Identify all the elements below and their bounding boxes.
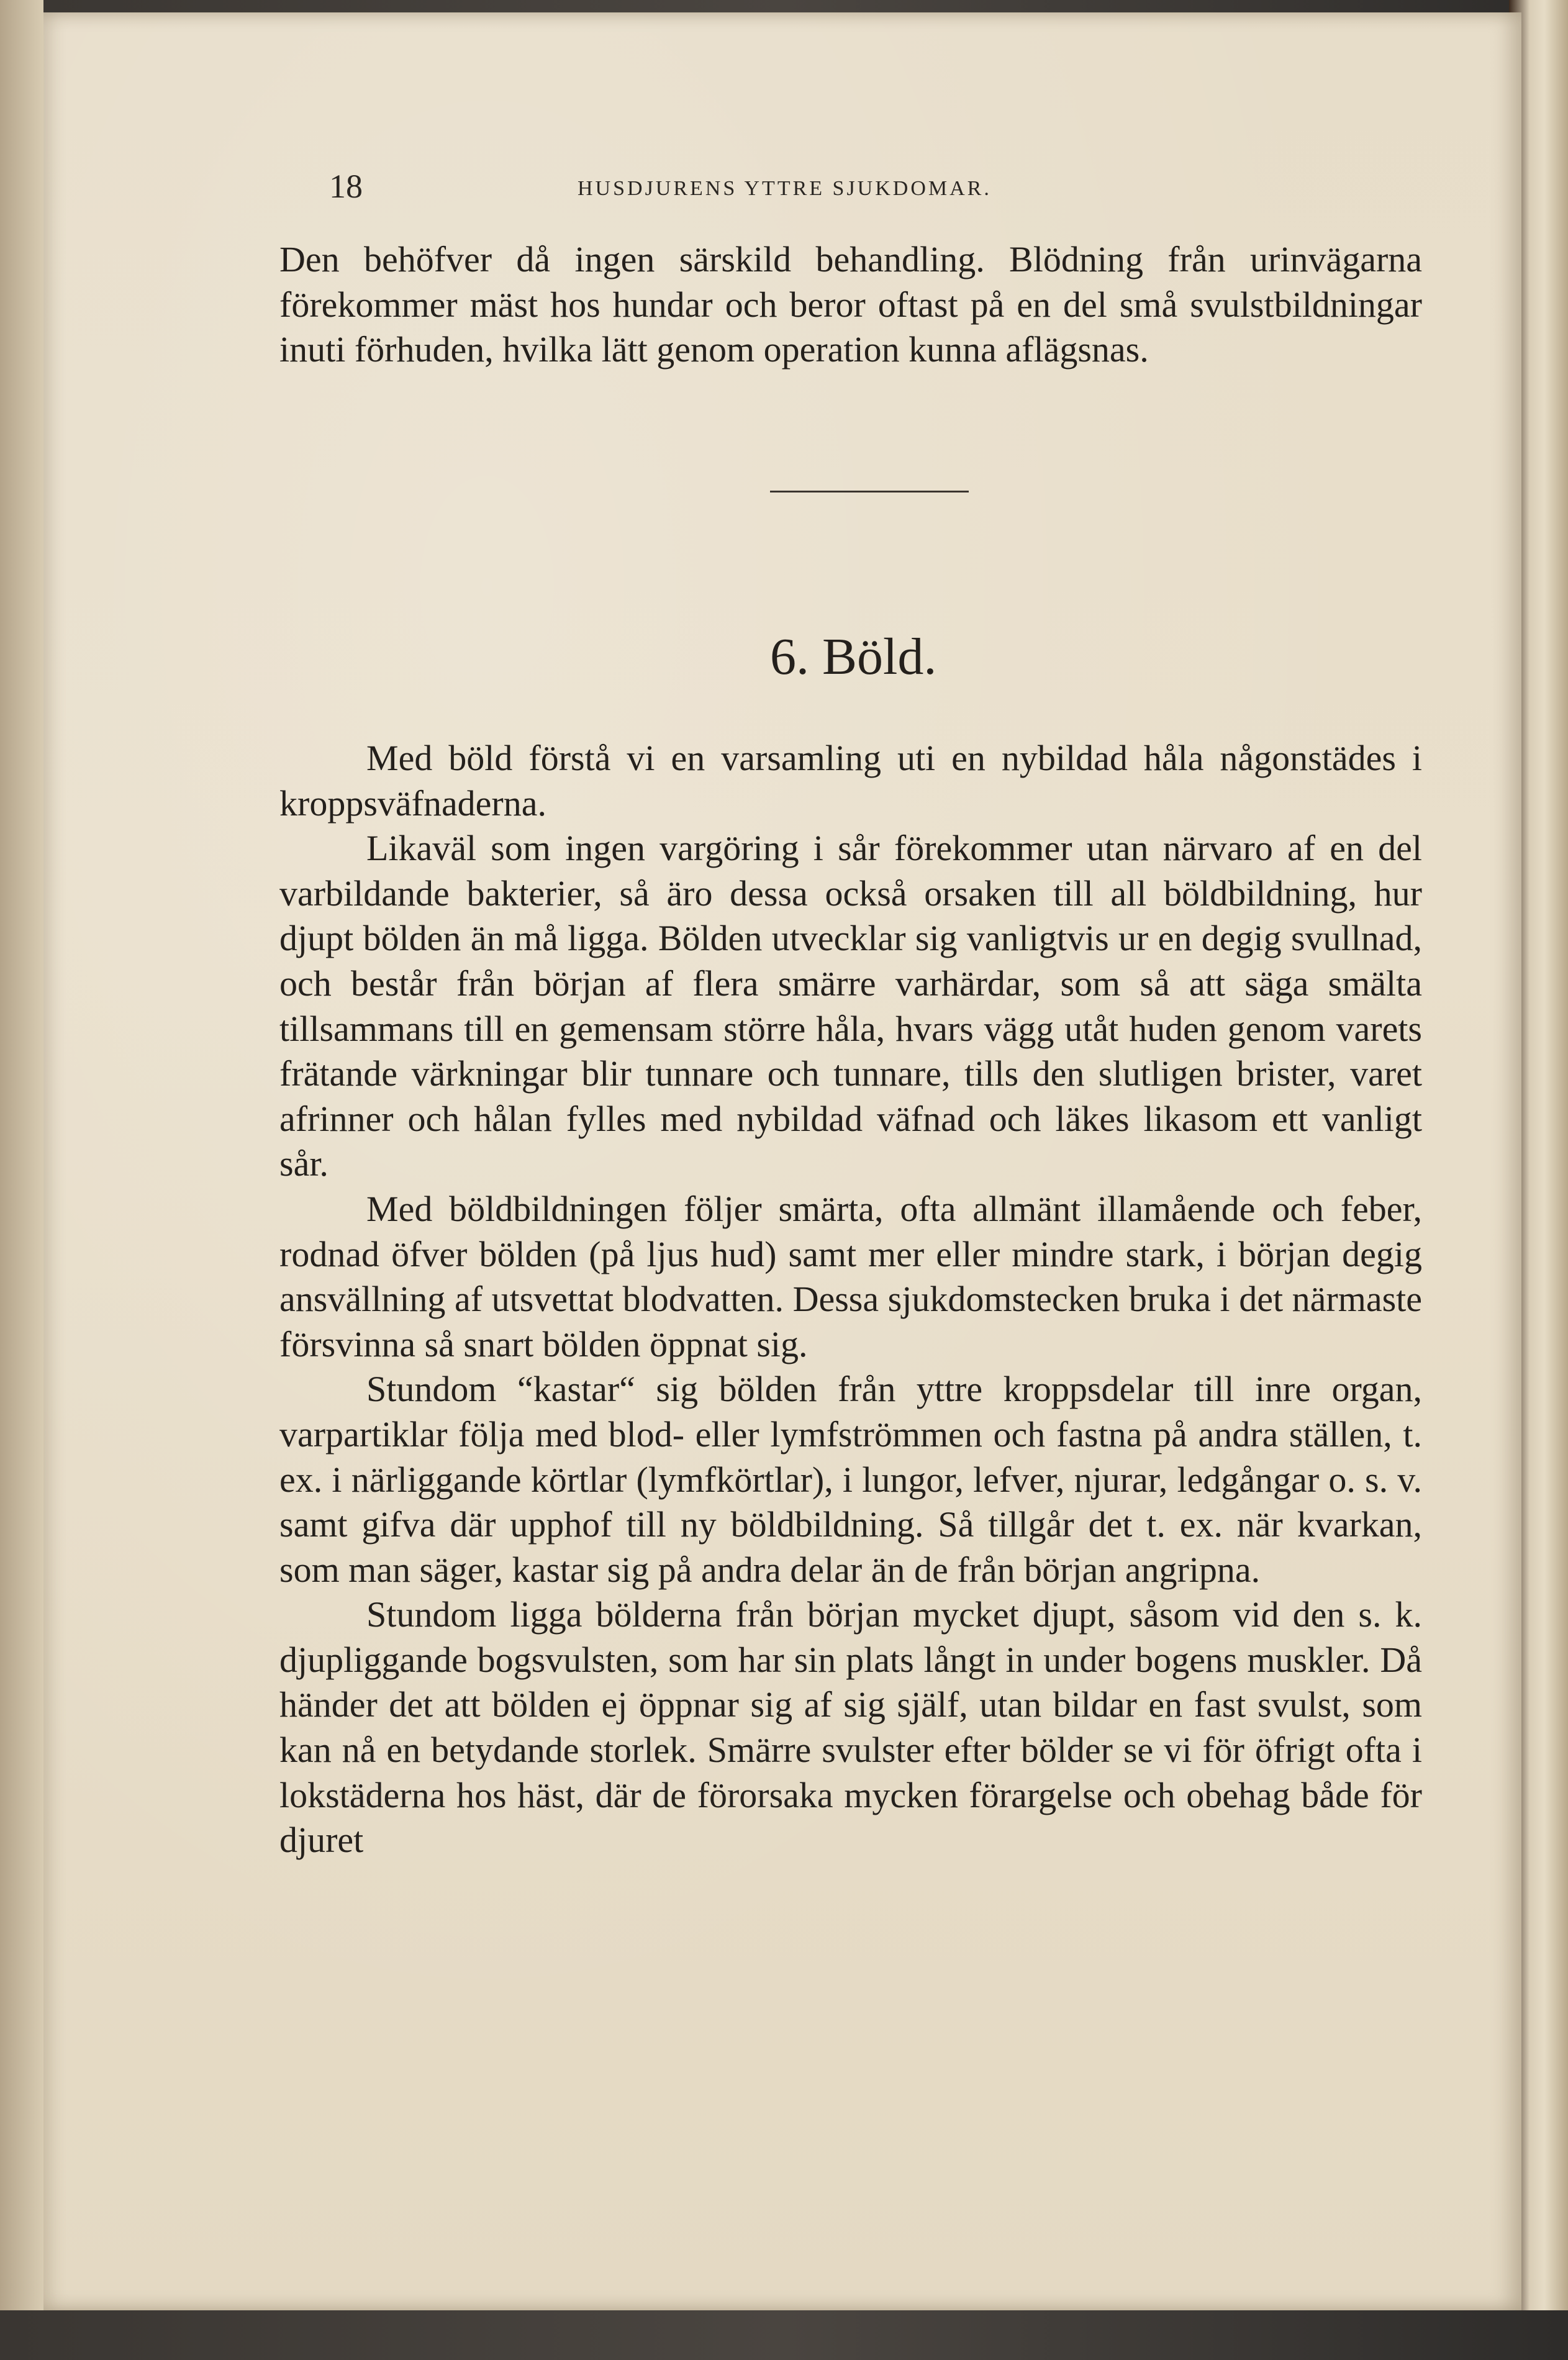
section-divider [770,491,969,492]
section-body [279,736,1422,1863]
section-heading: 6. Böld. [770,628,937,686]
page-number: 18 [329,168,363,205]
paragraph: Den behöfver då ingen särskild behandling. Blödning från urinvägarna förekommer mäst hos hundar och beror oftast på en del små svulstbildningar inuti förhuden, hvilka lätt genom operation kunna aflägsnas. [279,239,1422,370]
paragraph: Med böld förstå vi en varsamling uti en nybildad håla någonstädes i kroppsväfnaderna. [279,738,1422,824]
paragraph: Stundom “kastar“ sig bölden från yttre kroppsdelar till inre organ, varpartiklar följa med blod- eller lymfströmmen och fastna på andra ställen, t. ex. i närliggande körtlar (lymfkörtlar), i lungor, lefver, njurar, ledgångar o. s. v. samt gifva där upphof till ny böldbildning. Så tillgår det t. ex. när kvarkan, som man säger, kastar sig på andra delar än de från början angripna. [279,1369,1422,1590]
running-head: HUSDJURENS YTTRE SJUKDOMAR. [578,177,992,200]
paragraph: Likaväl som ingen vargöring i sår förekommer utan närvaro af en del varbildande bakterier, så äro dessa också orsaken till all böldbildning, hur djupt bölden än må ligga. Bölden utvecklar sig vanligtvis ur en degig svullnad, och består från början af flera smärre varhärdar, som så att säga smälta tillsammans till en gemensam större håla, hvars vägg utåt huden genom varets frätande värkningar blir tunnare och tunnare, tills den slutligen brister, varet afrinner och hålan fylles med nybildad väfnad och läkes likasom ett vanligt sår. [279,828,1422,1184]
page-header [329,168,1186,211]
book-page [43,12,1521,2310]
facing-page-edge [0,0,43,2310]
continued-paragraph [279,237,1422,373]
paragraph: Stundom ligga bölderna från början mycket djupt, såsom vid den s. k. djupliggande bogsvulsten, som har sin plats långt in under bogens muskler. Då händer det att bölden ej öppnar sig af sig själf, utan bildar en fast svulst, som kan nå en betydande storlek. Smärre svulster efter bölder se vi för öfrigt ofta i lokstäderna hos häst, där de förorsaka mycken förargelse och obehag både för djuret [279,1594,1422,1861]
paragraph: Med böldbildningen följer smärta, ofta allmänt illamående och feber, rodnad öfver bölden (på ljus hud) samt mer eller mindre stark, i början degig ansvällning af utsvettat blodvatten. Dessa sjukdomstecken bruka i det närmaste försvinna så snart bölden öppnat sig. [279,1188,1422,1364]
